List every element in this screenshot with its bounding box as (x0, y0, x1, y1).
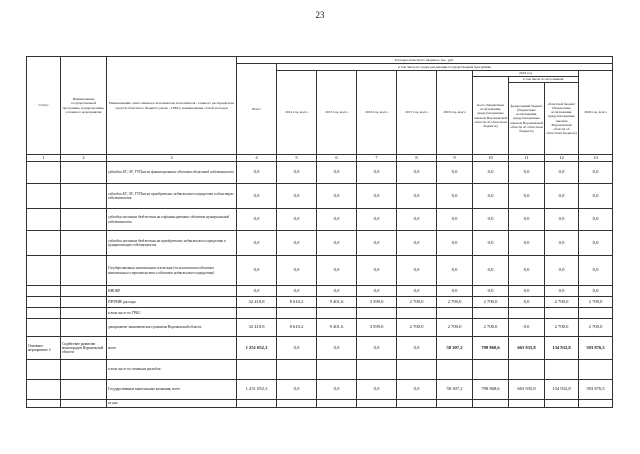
header-executor: Наименование ответственного исполнителя, исполнителя - главного распорядителя средств областного бюджета (далее - ГРБС), наименование статей расходов (107, 57, 237, 155)
value-cell: 0,0 (317, 162, 357, 184)
value-cell: 0,0 (473, 286, 509, 297)
value-cell: 0,0 (437, 286, 473, 297)
value-cell: 0,0 (579, 162, 613, 184)
value-cell: 0,0 (237, 209, 277, 231)
program-cell (61, 286, 107, 297)
value-cell (579, 360, 613, 380)
value-cell (397, 400, 437, 408)
value-cell: 2 700,0 (473, 319, 509, 337)
table-row (27, 231, 613, 256)
value-cell: 0,0 (317, 256, 357, 286)
header-2015: 2015 год, всего (317, 71, 357, 155)
value-cell (317, 400, 357, 408)
value-cell: 1 251 052,3 (237, 380, 277, 400)
value-cell: 0,0 (473, 209, 509, 231)
value-cell (357, 400, 397, 408)
value-cell: 0,0 (437, 162, 473, 184)
value-cell: 2 700,0 (397, 297, 437, 308)
value-cell: 0,0 (357, 380, 397, 400)
column-number: 6 (317, 155, 357, 162)
column-number: 1 (27, 155, 61, 162)
header-sources: в том числе по источникам: (509, 77, 579, 83)
value-cell: 32 410,8 (237, 319, 277, 337)
item-name-cell: НИОКР (107, 286, 237, 297)
value-cell: 0,0 (317, 286, 357, 297)
header-total: Всего (237, 64, 277, 155)
item-name-cell: субсидии местным бюджетам на приобретение недвижимого имущества в муниципальную собственность (107, 231, 237, 256)
value-cell: 2 700,0 (473, 297, 509, 308)
status-cell (27, 162, 61, 184)
value-cell: 393 876,5 (579, 380, 613, 400)
value-cell: 0,0 (397, 256, 437, 286)
header-source-federal: федеральный бюджет (бюджетные ассигнования, предусмотренные законом Воронежской области об областном бюджете) (509, 83, 545, 155)
column-number: 8 (397, 155, 437, 162)
value-cell: 2 700,0 (579, 319, 613, 337)
value-cell: 134 932,8 (545, 337, 579, 360)
item-name-cell: ПРОЧИЕ расходы (107, 297, 237, 308)
value-cell: 9 401,6 (317, 297, 357, 308)
value-cell (437, 360, 473, 380)
value-cell (473, 308, 509, 319)
value-cell: 1 251 052,3 (237, 337, 277, 360)
value-cell: 0,0 (509, 319, 545, 337)
value-cell (397, 308, 437, 319)
table-row (27, 319, 613, 337)
value-cell (397, 360, 437, 380)
value-cell: 0,0 (509, 162, 545, 184)
value-cell: 8 610,2 (277, 297, 317, 308)
value-cell: 0,0 (237, 184, 277, 209)
value-cell: 2 700,0 (397, 319, 437, 337)
value-cell: 0,0 (545, 256, 579, 286)
value-cell: 58 307,2 (437, 380, 473, 400)
table-row (27, 209, 613, 231)
value-cell (277, 400, 317, 408)
value-cell: 2 700,0 (579, 297, 613, 308)
value-cell: 0,0 (357, 286, 397, 297)
header-2020: 2020 год, всего (579, 71, 613, 155)
column-number: 12 (545, 155, 579, 162)
program-cell (61, 209, 107, 231)
column-number: 2 (61, 155, 107, 162)
status-cell (27, 319, 61, 337)
value-cell: 0,0 (237, 286, 277, 297)
value-cell: 0,0 (545, 286, 579, 297)
header-2018: 2018 год, всего (437, 71, 473, 155)
program-cell (61, 380, 107, 400)
value-cell: 0,0 (357, 256, 397, 286)
column-number: 13 (579, 155, 613, 162)
header-2014: 2014 год, всего (277, 71, 317, 155)
value-cell (237, 360, 277, 380)
value-cell: 0,0 (545, 231, 579, 256)
table-row (27, 162, 613, 184)
value-cell: 0,0 (277, 209, 317, 231)
status-cell (27, 308, 61, 319)
value-cell: 0,0 (277, 162, 317, 184)
column-number: 5 (277, 155, 317, 162)
value-cell: 0,0 (317, 209, 357, 231)
status-cell: Основное мероприятие 4 (27, 337, 61, 360)
value-cell: 0,0 (277, 231, 317, 256)
value-cell: 0,0 (237, 162, 277, 184)
value-cell (473, 360, 509, 380)
value-cell: 58 307,2 (437, 337, 473, 360)
value-cell (437, 308, 473, 319)
item-name-cell: субсидии БУ, АУ, ГУПам на финансирование объектов областной собственности (107, 162, 237, 184)
table-row (27, 184, 613, 209)
program-cell (61, 256, 107, 286)
header-2019: 2019 год (473, 71, 579, 77)
column-number: 9 (437, 155, 473, 162)
header-program-name: Наименование государственной программы, подпрограммы, основного мероприятия (61, 57, 107, 155)
value-cell: 0,0 (317, 231, 357, 256)
table-row (27, 297, 613, 308)
header-status: Статус (27, 57, 61, 155)
header-by-years: в том числе по годам реализации государственной программы (277, 64, 613, 71)
value-cell: 0,0 (277, 286, 317, 297)
value-cell (509, 360, 545, 380)
value-cell: 0,0 (277, 256, 317, 286)
value-cell: 2 700,0 (545, 319, 579, 337)
value-cell: 0,0 (579, 184, 613, 209)
value-cell: 0,0 (579, 256, 613, 286)
header-2016: 2016 год, всего (357, 71, 397, 155)
value-cell: 0,0 (509, 286, 545, 297)
value-cell: 0,0 (397, 231, 437, 256)
table-row (27, 256, 613, 286)
value-cell: 0,0 (545, 184, 579, 209)
value-cell (579, 400, 613, 408)
value-cell (277, 360, 317, 380)
value-cell: 0,0 (397, 380, 437, 400)
status-cell (27, 184, 61, 209)
value-cell: 0,0 (437, 231, 473, 256)
status-cell (27, 400, 61, 408)
value-cell (545, 400, 579, 408)
value-cell: 0,0 (473, 256, 509, 286)
item-name-cell: Государственные капитальные вложения (за исключением объектов капитального строительства и объектов недвижимого имущества) (107, 256, 237, 286)
value-cell (509, 308, 545, 319)
value-cell (237, 400, 277, 408)
header-source-regional: областной бюджет (бюджетные ассигнования, предусмотренные законом Воронежской области об областном бюджете) (545, 83, 579, 155)
status-cell (27, 231, 61, 256)
value-cell: 8 610,2 (277, 319, 317, 337)
value-cell (237, 308, 277, 319)
value-cell: 798 868,6 (473, 337, 509, 360)
value-cell: 2 700,0 (437, 297, 473, 308)
value-cell (277, 308, 317, 319)
item-name-cell: субсидии БУ, АУ, ГУПам на приобретение недвижимого имущества в областную собственность (107, 184, 237, 209)
value-cell (579, 308, 613, 319)
value-cell: 0,0 (237, 256, 277, 286)
item-name-cell: из них: (107, 400, 237, 408)
status-cell (27, 209, 61, 231)
value-cell: 798 868,6 (473, 380, 509, 400)
program-cell (61, 319, 107, 337)
value-cell: 0,0 (397, 337, 437, 360)
value-cell (317, 360, 357, 380)
value-cell: 0,0 (579, 209, 613, 231)
value-cell (437, 400, 473, 408)
value-cell: 134 932,8 (545, 380, 579, 400)
value-cell: 0,0 (397, 209, 437, 231)
status-cell (27, 256, 61, 286)
value-cell (473, 400, 509, 408)
item-name-cell: в том числе по ГРБС: (107, 308, 237, 319)
value-cell: 0,0 (397, 162, 437, 184)
value-cell: 0,0 (397, 184, 437, 209)
program-cell (61, 184, 107, 209)
program-cell (61, 297, 107, 308)
value-cell (357, 360, 397, 380)
status-cell (27, 286, 61, 297)
value-cell: 32 410,8 (237, 297, 277, 308)
value-cell: 0,0 (277, 337, 317, 360)
value-cell: 0,0 (545, 209, 579, 231)
value-cell: 0,0 (473, 231, 509, 256)
item-name-cell: Государственные капитальные вложения, всего (107, 380, 237, 400)
value-cell: 0,0 (579, 231, 613, 256)
value-cell: 0,0 (357, 209, 397, 231)
program-cell (61, 308, 107, 319)
value-cell: 0,0 (357, 231, 397, 256)
value-cell (545, 360, 579, 380)
value-cell: 0,0 (509, 256, 545, 286)
value-cell: 2 700,0 (437, 319, 473, 337)
item-name-cell: всего (107, 337, 237, 360)
value-cell: 0,0 (357, 162, 397, 184)
value-cell: 0,0 (509, 297, 545, 308)
value-cell: 3 599,0 (357, 319, 397, 337)
value-cell: 0,0 (509, 209, 545, 231)
value-cell: 0,0 (579, 286, 613, 297)
budget-table (26, 56, 613, 408)
column-number: 7 (357, 155, 397, 162)
value-cell: 0,0 (317, 337, 357, 360)
value-cell: 0,0 (473, 162, 509, 184)
column-number: 3 (107, 155, 237, 162)
program-cell: Содействие развитию моногородов Воронежской области (61, 337, 107, 360)
value-cell: 393 876,5 (579, 337, 613, 360)
value-cell: 0,0 (509, 231, 545, 256)
value-cell: 0,0 (317, 184, 357, 209)
value-cell: 0,0 (357, 337, 397, 360)
table-row (27, 400, 613, 408)
value-cell: 0,0 (437, 256, 473, 286)
column-number: 10 (473, 155, 509, 162)
value-cell: 0,0 (397, 286, 437, 297)
table-row (27, 308, 613, 319)
value-cell: 0,0 (277, 184, 317, 209)
value-cell: 0,0 (277, 380, 317, 400)
item-name-cell: субсидии местным бюджетам на софинансирование объектов муниципальной собственности (107, 209, 237, 231)
value-cell: 0,0 (357, 184, 397, 209)
value-cell: 3 599,0 (357, 297, 397, 308)
header-expenses-title: Расходы областного бюджета, тыс. руб. (237, 57, 613, 64)
value-cell: 9 401,6 (317, 319, 357, 337)
table-row (27, 360, 613, 380)
header-source-total: всего (бюджетные ассигнования, предусмотренные законом Воронежской области об областном бюджете) (473, 77, 509, 155)
page-number: 23 (315, 10, 325, 20)
status-cell (27, 380, 61, 400)
value-cell: 663 935,8 (509, 337, 545, 360)
column-number: 11 (509, 155, 545, 162)
value-cell: 0,0 (237, 231, 277, 256)
value-cell (317, 308, 357, 319)
value-cell: 0,0 (545, 162, 579, 184)
column-number-row (27, 155, 613, 162)
program-cell (61, 400, 107, 408)
table-row (27, 286, 613, 297)
table-row (27, 380, 613, 400)
value-cell (545, 308, 579, 319)
value-cell: 663 935,8 (509, 380, 545, 400)
value-cell (509, 400, 545, 408)
header-2017: 2017 год, всего (397, 71, 437, 155)
item-name-cell: департамент экономического развития Воронежской области (107, 319, 237, 337)
status-cell (27, 360, 61, 380)
value-cell: 2 700,0 (545, 297, 579, 308)
program-cell (61, 162, 107, 184)
value-cell: 0,0 (437, 209, 473, 231)
value-cell: 0,0 (437, 184, 473, 209)
program-cell (61, 360, 107, 380)
status-cell (27, 297, 61, 308)
value-cell: 0,0 (473, 184, 509, 209)
value-cell (357, 308, 397, 319)
table-row (27, 337, 613, 360)
column-number: 4 (237, 155, 277, 162)
program-cell (61, 231, 107, 256)
value-cell: 0,0 (317, 380, 357, 400)
item-name-cell: в том числе по статьям расходов: (107, 360, 237, 380)
value-cell: 0,0 (509, 184, 545, 209)
